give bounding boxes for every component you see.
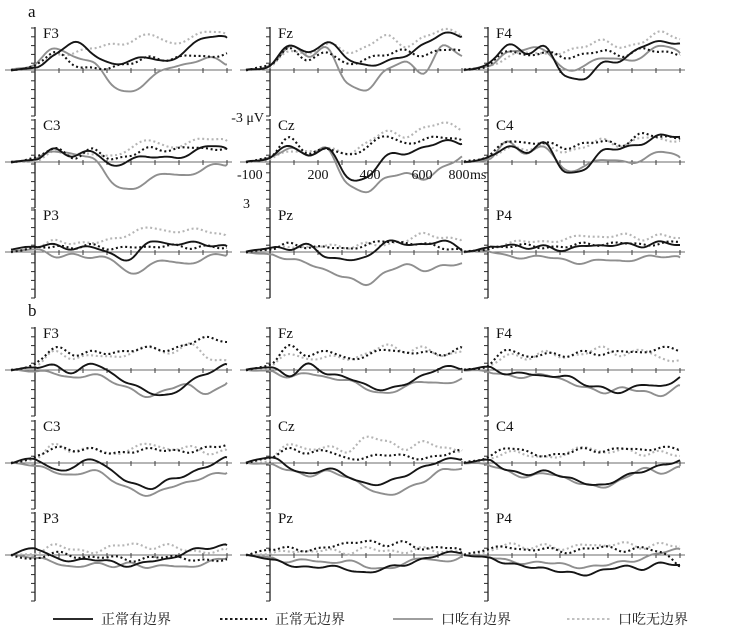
legend-label: 口吃有边界	[441, 613, 511, 628]
electrode-label: P3	[43, 511, 59, 527]
erp-waveforms-a-Pz	[238, 204, 473, 300]
electrode-label: Cz	[278, 118, 295, 134]
electrode-label: C3	[43, 118, 61, 134]
erp-waveforms-b-F4	[456, 322, 691, 418]
erp-subplot-b-P4	[456, 507, 691, 603]
panel-a-label: a	[28, 2, 36, 21]
wave-sb-solid	[11, 370, 227, 397]
legend-item-normal-boundary	[53, 608, 171, 630]
erp-waveforms-b-C3	[3, 415, 238, 511]
erp-subplot-b-Pz	[238, 507, 473, 603]
erp-subplot-a-Cz	[238, 114, 473, 210]
y-axis-bottom-label: 3	[243, 197, 250, 212]
wave-sn-dotted	[246, 233, 462, 252]
wave-sn-dotted	[464, 347, 680, 371]
legend-label: 正常无边界	[275, 613, 345, 628]
electrode-label: F4	[496, 26, 512, 42]
electrode-label: F3	[43, 26, 59, 42]
legend-label: 口吃无边界	[618, 613, 688, 628]
x-axis-unit-label: ms	[470, 168, 487, 183]
erp-waveforms-b-Pz	[238, 507, 473, 603]
y-axis-top-label: -3 μV	[231, 111, 264, 126]
wave-sb-solid	[464, 141, 680, 171]
electrode-label: Cz	[278, 419, 295, 435]
electrode-label: C4	[496, 118, 514, 134]
wave-sn-dotted	[11, 544, 227, 556]
erp-waveforms-b-F3	[3, 322, 238, 418]
electrode-label: Fz	[278, 26, 293, 42]
electrode-label: Fz	[278, 326, 293, 342]
erp-waveforms-a-Cz	[238, 114, 473, 210]
wave-sb-solid	[464, 370, 680, 396]
erp-subplot-a-P3	[3, 204, 238, 300]
erp-subplot-b-C3	[3, 415, 238, 511]
wave-nn-dotted	[11, 552, 227, 562]
wave-sb-solid	[246, 45, 462, 90]
electrode-label: P4	[496, 511, 512, 527]
erp-subplot-b-C4	[456, 415, 691, 511]
x-axis-prestim-label: -100	[237, 168, 263, 183]
wave-sn-dotted	[464, 447, 680, 463]
erp-waveforms-b-P3	[3, 507, 238, 603]
wave-sb-solid	[11, 463, 227, 496]
electrode-label: Pz	[278, 208, 293, 224]
x-tick-400: 400	[359, 168, 381, 183]
x-tick-200: 200	[307, 168, 329, 183]
wave-nb-solid	[11, 146, 227, 166]
erp-subplot-a-Pz	[238, 204, 473, 300]
legend	[0, 608, 739, 634]
erp-waveforms-b-Fz	[238, 322, 473, 418]
wave-nb-solid	[464, 367, 680, 394]
wave-nb-solid	[246, 363, 462, 390]
dotted-black-line-sample	[220, 618, 267, 620]
electrode-label: P3	[43, 208, 59, 224]
erp-subplot-b-F3	[3, 322, 238, 418]
erp-subplot-a-F4	[456, 22, 691, 118]
erp-waveforms-b-Cz	[238, 415, 473, 511]
wave-sb-solid	[11, 249, 227, 273]
erp-waveforms-a-P3	[3, 204, 238, 300]
erp-subplot-a-C3	[3, 114, 238, 210]
wave-nn-dotted	[464, 347, 680, 370]
wave-sn-dotted	[464, 234, 680, 252]
erp-subplot-a-Fz	[238, 22, 473, 118]
electrode-label: P4	[496, 208, 512, 224]
erp-subplot-b-F4	[456, 322, 691, 418]
erp-waveforms-a-F4	[456, 22, 691, 118]
erp-waveforms-a-Fz	[238, 22, 473, 118]
dotted-gray-line-sample	[567, 618, 610, 620]
erp-waveforms-a-C4	[456, 114, 691, 210]
electrode-label: C4	[496, 419, 514, 435]
erp-waveforms-a-P4	[456, 204, 691, 300]
erp-waveforms-a-F3	[3, 22, 238, 118]
x-tick-600: 600	[411, 168, 433, 183]
wave-sb-solid	[464, 549, 680, 569]
erp-subplot-a-P4	[456, 204, 691, 300]
erp-subplot-b-P3	[3, 507, 238, 603]
wave-nb-solid	[246, 458, 462, 486]
wave-nb-solid	[11, 364, 227, 396]
solid-black-line-sample	[53, 618, 93, 620]
electrode-label: Pz	[278, 511, 293, 527]
legend-item-stutter-no-boundary	[567, 608, 688, 630]
wave-nn-dotted	[246, 448, 462, 464]
electrode-label: F3	[43, 326, 59, 342]
x-tick-800: 800	[448, 168, 470, 183]
electrode-label: F4	[496, 326, 512, 342]
wave-sn-dotted	[246, 345, 462, 370]
erp-subplot-b-Fz	[238, 322, 473, 418]
legend-label: 正常有边界	[101, 613, 171, 628]
erp-subplot-b-Cz	[238, 415, 473, 511]
erp-waveforms-b-C4	[456, 415, 691, 511]
erp-waveforms-b-P4	[456, 507, 691, 603]
wave-sb-solid	[464, 46, 680, 71]
electrode-label: C3	[43, 419, 61, 435]
wave-nb-solid	[464, 135, 680, 173]
wave-nn-dotted	[246, 136, 462, 162]
erp-waveforms-a-C3	[3, 114, 238, 210]
wave-sb-solid	[246, 252, 462, 285]
panel-b-label: b	[28, 301, 37, 320]
wave-sb-solid	[464, 463, 680, 488]
legend-item-normal-no-boundary	[220, 608, 345, 630]
wave-nb-solid	[11, 544, 227, 566]
solid-gray-line-sample	[393, 618, 433, 620]
legend-item-stutter-boundary	[393, 608, 511, 630]
erp-subplot-a-C4	[456, 114, 691, 210]
erp-subplot-a-F3	[3, 22, 238, 118]
